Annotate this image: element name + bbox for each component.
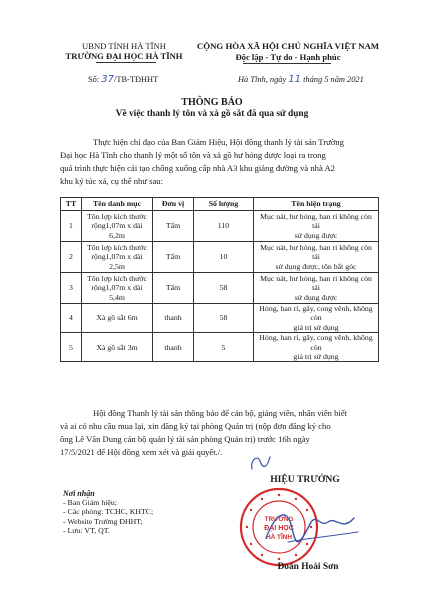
col-header-status: Tên hiện trạng (254, 198, 379, 211)
motto: Độc lập - Tự do - Hạnh phúc (235, 52, 341, 62)
cell-tt: 1 (61, 211, 82, 242)
cell-unit: thanh (153, 333, 194, 362)
cell-name-line: rộng1,07m x dài (91, 283, 143, 293)
intro-line: quá trình thực hiện cải tạo chống xuống cấp nhà A3 khu giảng đường và nhà A2 (60, 163, 335, 173)
handwritten-signature (258, 498, 368, 558)
number-prefix: Số: (88, 75, 100, 84)
table-row (61, 273, 379, 304)
cell-unit: Tấm (153, 273, 194, 304)
document-number (88, 74, 158, 85)
intro-line: Thực hiện chỉ đạo của Ban Giám Hiệu, Hội đồng thanh lý tài sản Trường (93, 137, 344, 147)
cell-tt: 5 (61, 333, 82, 362)
recipients-heading: Nơi nhận (63, 489, 95, 498)
date-prefix: Hà Tĩnh, ngày (238, 75, 287, 84)
cell-status-line: giá trị sử dụng (293, 352, 339, 362)
cell-name: Xà gồ sắt 6m (82, 304, 153, 333)
cell-name (82, 242, 153, 273)
cell-status-line: sử dụng được, tôn bất góc (275, 261, 357, 271)
cell-status-line: giá trị sử dụng (293, 322, 339, 332)
col-header-tt: TT (61, 198, 82, 211)
cell-status-line: Hỏng, han rỉ, gãy, cong vênh, không còn (259, 333, 373, 352)
date-suffix: tháng 5 năm 2021 (303, 75, 364, 84)
col-header-qty: Số lượng (194, 198, 254, 211)
table-row (61, 242, 379, 273)
table-row (61, 333, 379, 362)
cell-status-line: Mục nát, hư hỏng, han rỉ không còn tái (260, 211, 372, 231)
cell-name-line: Tôn lợp kích thước (87, 273, 147, 283)
col-header-name: Tên danh mục (82, 198, 153, 211)
cell-name-line: Tôn lợp kích thước (87, 211, 147, 221)
motto-underline (243, 63, 331, 64)
cell-qty: 58 (194, 273, 254, 304)
org-underline (96, 62, 156, 63)
signer-name: Đoàn Hoài Sơn (277, 562, 339, 572)
number-suffix: /TB-TĐHHT (114, 75, 159, 84)
stamp-line: ĐẠI HỌC (264, 525, 294, 532)
cell-name-line: 6,2m (109, 230, 125, 240)
signer-title: HIỆU TRƯỞNG (270, 474, 340, 485)
cell-tt: 4 (61, 304, 82, 333)
cell-unit: thanh (153, 304, 194, 333)
cell-name (82, 273, 153, 304)
cell-name-line: rộng1,07m x dài (91, 252, 143, 262)
cell-tt: 2 (61, 242, 82, 273)
inventory-table (60, 197, 379, 362)
closing-line: 17/5/2021 để Hội đồng xem xét và giải quyết./. (60, 447, 223, 457)
cell-status-line: Hỏng, han rỉ, gãy, cong vênh, không còn (259, 304, 373, 323)
cell-unit: Tấm (153, 242, 194, 273)
cell-status (254, 333, 379, 362)
cell-name (82, 211, 153, 242)
date-day-handwritten: 11 (288, 74, 301, 85)
closing-line: ông Lê Văn Dung cán bộ quản lý tài sản phòng Quản trị) trước 16h ngày (60, 434, 310, 444)
cell-status (254, 273, 379, 304)
cell-name-line: 2,5m (109, 261, 125, 271)
number-handwritten: 37 (101, 74, 115, 85)
table-row (61, 304, 379, 333)
cell-status (254, 242, 379, 273)
cell-name-line: 5,4m (109, 292, 125, 302)
cell-qty: 58 (194, 304, 254, 333)
stamp-line: HÀ TĨNH (266, 534, 292, 541)
stamp-line: TRƯỜNG (264, 516, 294, 523)
table-header-row (61, 198, 379, 211)
recipient-item: - Website Trường ĐHHT; (63, 516, 143, 526)
document-subtitle: Về việc thanh lý tôn và xà gồ sắt đã qua sử dụng (115, 109, 309, 119)
recipient-item: - Ban Giám hiệu; (63, 498, 117, 508)
recipient-item: - Lưu: VT, QT. (63, 525, 110, 535)
document-title: THÔNG BÁO (181, 97, 243, 108)
intro-line: khu ký túc xá, cụ thể như sau: (60, 176, 163, 186)
initial-mark (246, 451, 276, 473)
cell-qty: 110 (194, 211, 254, 242)
country-name: CỘNG HÒA XÃ HỘI CHỦ NGHĨA VIỆT NAM (196, 41, 380, 51)
cell-status-line: Mục nát, hư hỏng, han rỉ không còn tái (260, 273, 372, 293)
closing-line: và ai có nhu cầu mua lại, xin đăng ký tại phòng Quản trị (nộp đơn đăng ký cho (60, 421, 331, 431)
cell-qty: 5 (194, 333, 254, 362)
intro-line: Đại học Hà Tĩnh cho thanh lý một số tôn và xà gồ hư hỏng được loại ra trong (60, 150, 326, 160)
table-row (61, 211, 379, 242)
recipients-block (63, 489, 153, 535)
cell-name-line: Tôn lợp kích thước (87, 242, 147, 252)
cell-unit: Tấm (153, 211, 194, 242)
cell-status-line: sử dụng được (294, 230, 338, 240)
col-header-unit: Đơn vị (153, 198, 194, 211)
cell-tt: 3 (61, 273, 82, 304)
recipient-item: - Các phòng: TCHC, KHTC; (63, 507, 154, 517)
cell-status (254, 304, 379, 333)
org-parent-name: UBND TỈNH HÀ TĨNH (82, 41, 166, 51)
cell-qty: 10 (194, 242, 254, 273)
closing-line: Hội đồng Thanh lý tài sản thông báo để cán bộ, giảng viên, nhân viên biết (93, 408, 348, 418)
cell-status (254, 211, 379, 242)
cell-name: Xà gồ sắt 3m (82, 333, 153, 362)
org-name: TRƯỜNG ĐẠI HỌC HÀ TĨNH (65, 51, 183, 61)
cell-status-line: Mục nát, hư hỏng, han rỉ không còn tái (260, 242, 372, 262)
cell-name-line: rộng1,07m x dài (91, 221, 143, 231)
cell-status-line: sử dụng được (294, 292, 338, 302)
document-date (238, 74, 364, 85)
